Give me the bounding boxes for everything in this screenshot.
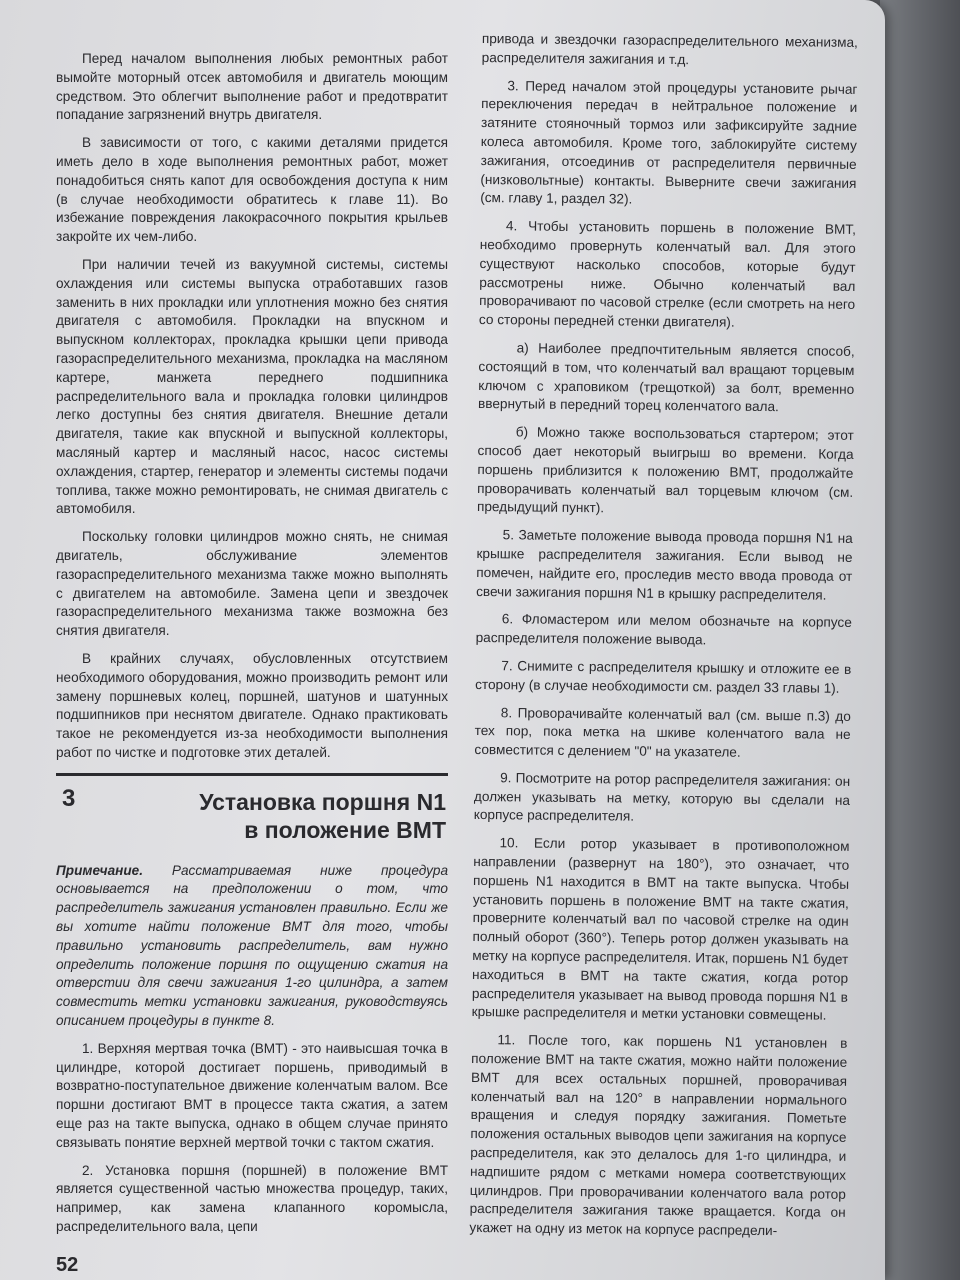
left-column bbox=[56, 50, 448, 1246]
section-title-line: в положение ВМТ bbox=[244, 816, 446, 843]
page-number: 52 bbox=[56, 1254, 79, 1276]
paragraph: привода и звездочки газораспределительного механизма, распределителя зажигания и т.д. bbox=[481, 30, 858, 67]
list-item: 8. Проворачивайте коленчатый вал (см. выше п.3) до тех пор, пока метка на шкиве коленчатого вала не совместится с делением "0" на указателе. bbox=[474, 704, 851, 760]
paragraph: Поскольку головки цилиндров можно снять, не снимая двигатель, обслуживание элементов газораспределительного механизма также можно выполнять с двигателем на автомобиле. Замена цепи и звездочек газораспределительного механизма также возможна без снятия двигателя. bbox=[56, 529, 448, 639]
list-item: а) Наиболее предпочтительным является способ, состоящий в том, что коленчатый вал вращают торцевым ключом с храповиком (трещоткой) за болт, временно ввернутый в передний торец коленчатого вала. bbox=[478, 340, 855, 415]
list-item: 9. Посмотрите на ротор распределителя зажигания: он должен указывать на метку, которую вы сделали на корпусе распределителя. bbox=[473, 770, 851, 825]
section-title bbox=[199, 788, 446, 844]
note-text: Рассматриваемая ниже процедура основывается на предположении о том, что распределитель зажигания установлен правильно. Если же вы хотите найти положение ВМТ для того, чтобы правильно установить распределитель, вам нужно определить положение поршня по ощущению сжатия на отверстии для свечи зажигания 1-го цилиндра, а затем совместить метки установки зажигания, руководствуясь описанием процедуры в пункте 8. bbox=[56, 862, 448, 1029]
list-item: 7. Снимите с распределителя крышку и отложите ее в сторону (в случае необходимости см. раздел 33 главы 1). bbox=[475, 658, 852, 696]
section-number: 3 bbox=[62, 784, 76, 812]
list-item: 10. Если ротор указывает в противоположном направлении (развернут на 180°), это означает, что поршень N1 находится в ВМТ на такте выпуска. Чтобы установить поршень в положение ВМТ на такте сжатия, проверните коленчатый вал по часовой стрелке на один полный оборот (360°). Теперь ротор должен указывать на метку на корпусе распределителя. Итак, поршень N1 будет находиться в ВМТ на такте сжатия, когда ротор распределителя указывает на вывод провода поршня N1 в крышке распределителя и метки установки совмещены. bbox=[471, 835, 850, 1024]
paragraph: В зависимости от того, с какими деталями придется иметь дело в ходе выполнения ремонтных работ, может понадобиться снять капот для освобождения доступа к ним (в случае необходимости обратитесь к главе 11). Во избежание повреждения лакокрасочного покрытия крыльев закройте их чем-либо. bbox=[56, 135, 448, 245]
section-heading bbox=[56, 773, 448, 850]
list-item: 2. Установка поршня (поршней) в положение ВМТ является существенной частью множества процедур, таких, например, как замена клапанного коромысла, распределительного вала, цепи bbox=[56, 1162, 448, 1235]
list-item: 1. Верхняя мертвая точка (ВМТ) - это наивысшая точка в цилиндре, которой достигает поршень, приводимый в возвратно-поступательное движение коленчатым валом. Все поршни достигают ВМТ в процессе такта сжатия, а затем еще раз на такте выпуска, однако в общем случае принято связывать понятие верхней мертвой точки с тактом сжатия. bbox=[56, 1040, 448, 1150]
right-column bbox=[469, 30, 858, 1251]
list-item: 6. Фломастером или мелом обозначьте на корпусе распределителя положение вывода. bbox=[475, 611, 852, 648]
paragraph: В крайних случаях, обусловленных отсутствием необходимого оборудования, можно производить ремонт или замену поршневых колец, поршней, шатунов и шатунных подшипников при неснятом двигателе. Однако практиковать такое не рекомендуется из-за необходимости выполнения работ по чистке и подготовке этих деталей. bbox=[56, 650, 448, 760]
desk-background bbox=[880, 0, 960, 1280]
list-item: 11. После того, как поршень N1 установлен в положение ВМТ на такте сжатия, можно найти положение ВМТ для всех остальных поршней, проворачивая коленчатый вал на 120° в направлении нормального вращения и следуя порядку зажигания. Пометьте положения остальных выводов цепи зажигания на корпусе распределителя, как это делалось для 1-го цилиндра, и надпишите рядом с метками номера соответствующих цилиндров. При проворачивании коленчатого вала ротор распределителя зажигания также вращается. Когда он укажет на одну из меток на корпусе распредели- bbox=[469, 1032, 848, 1239]
note bbox=[56, 862, 448, 1031]
section-title-line: Установка поршня N1 bbox=[199, 788, 446, 815]
list-item: 4. Чтобы установить поршень в положение ВМТ, необходимо провернуть коленчатый вал. Для этого существуют насколько способов, которые будут рассмотрены ниже. Обычно коленчатый вал проворачивают по часовой стрелке (если смотреть на него со стороны передней стенки двигателя). bbox=[478, 218, 857, 330]
list-item: 3. Перед началом этой процедуры установите рычаг переключения передач в нейтральное положение и затяните стояночный тормоз или зафиксируйте задние колеса автомобиля. Кроме того, заблокируйте систему зажигания, отсоединив от распределителя первичные (низковольтные) контакты. Выверните свечи зажигания (см. главу 1, раздел 32). bbox=[480, 77, 858, 207]
list-item: 5. Заметьте положение вывода провода поршня N1 на крышке распределителя зажигания. Если вывод не помечен, найдите его, проследив место ввода провода от свечи зажигания поршня N1 в крышку распределителя. bbox=[476, 527, 853, 603]
paragraph: Перед началом выполнения любых ремонтных работ вымойте моторный отсек автомобиля и двигатель моющим средством. Это облегчит выполнение работ и предотвратит попадание загрязнений внутрь двигателя. bbox=[56, 51, 448, 123]
paragraph: При наличии течей из вакуумной системы, системы охлаждения или системы выпуска отработавших газов заменить в них прокладки или уплотнения можно без снятия двигателя с автомобиля. Прокладки на впускном и выпускном коллекторах, прокладка крышки цепи привода газораспределительного механизма, прокладка на масляном картере, манжета переднего подшипника распределительного вала и прокладка головки цилиндров легко доступны без снятия двигателя. Внешние детали двигателя, такие как впускной и выпускной коллекторы, масляный картер и масляный насос, насос системы охлаждения, стартер, генератор и элементы системы подачи топлива, также можно ремонтировать, не снимая двигатель с автомобиля. bbox=[56, 256, 448, 517]
list-item: б) Можно также воспользоваться стартером; этот способ дает некоторый выигрыш во времени. Когда поршень приблизится к положению ВМТ, продолжайте проворачивать коленчатый вал торцевым ключом (см. предыдущий пункт). bbox=[476, 424, 854, 516]
note-label: Примечание. bbox=[56, 862, 143, 878]
